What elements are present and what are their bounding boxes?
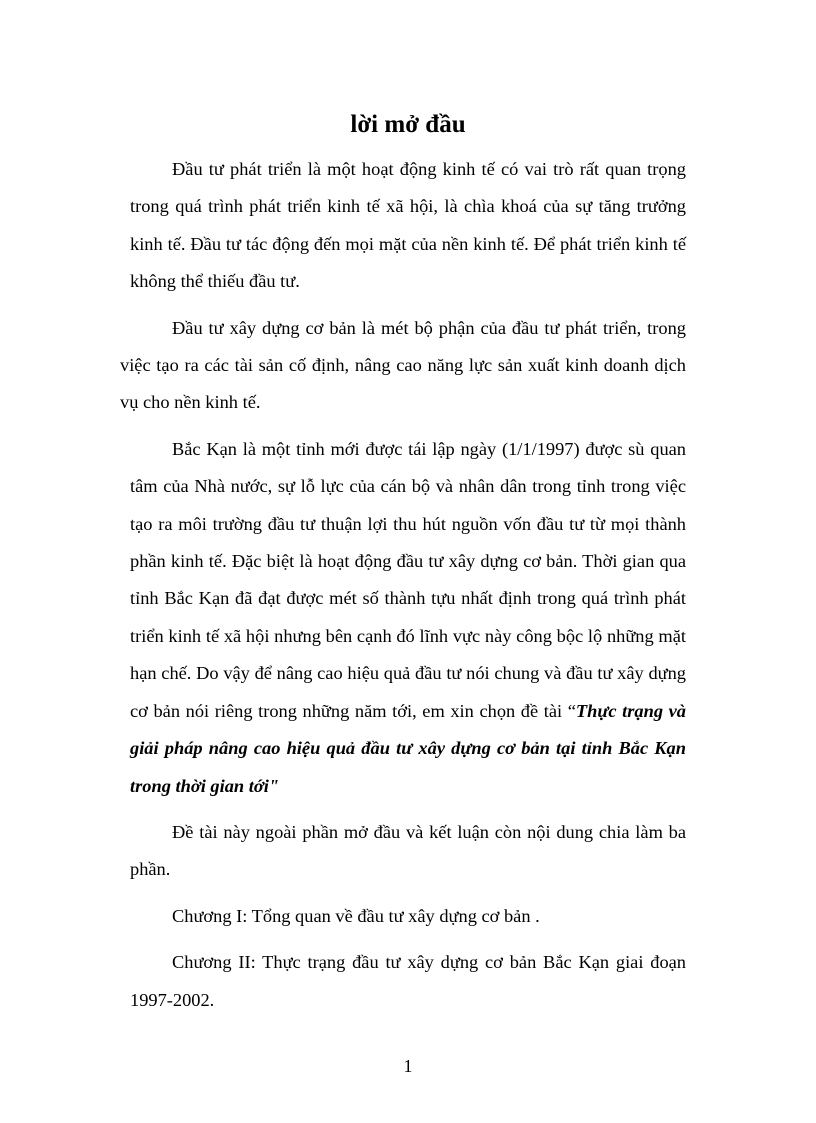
- paragraph-bac-kan-text: Bắc Kạn là một tỉnh mới được tái lập ngày (1/1/1997) được sù quan tâm của Nhà nước, sự lỗ lực của cán bộ và nhân dân trong tỉnh trong việc tạo ra môi trường đầu tư thuận lợi thu hút nguồn vốn đầu tư từ mọi thành phần kinh tế. Đặc biệt là hoạt động đầu tư xây dựng cơ bản. Thời gian qua tỉnh Bắc Kạn đã đạt được mét số thành tựu nhất định trong quá trình phát triển kinh tế xã hội nhưng bên cạnh đó lĩnh vực này công bộc lộ những mặt hạn chế. Do vậy để nâng cao hiệu quả đầu tư nói chung và đầu tư xây dựng cơ bản nói riêng trong những năm tới, em xin chọn đề tài “: [130, 438, 686, 721]
- paragraph-chapter-2: Chương II: Thực trạng đầu tư xây dựng cơ bản Bắc Kạn giai đoạn 1997-2002.: [130, 952, 686, 1010]
- paragraph-construction-investment: Đầu tư xây dựng cơ bản là mét bộ phận của đầu tư phát triển, trong việc tạo ra các tài sản cố định, nâng cao năng lực sản xuất kinh doanh dịch vụ cho nền kinh tế.: [120, 317, 686, 413]
- thesis-topic: Thực trạng và giải pháp nâng cao hiệu quả đầu tư xây dựng cơ bản tại tỉnh Bắc Kạn trong thời gian tới": [130, 700, 686, 796]
- paragraph-structure: Đề tài này ngoài phần mở đầu và kết luận còn nội dung chia làm ba phần.: [130, 821, 686, 880]
- body-text: [120, 151, 686, 1028]
- page-number: 1: [403, 1056, 413, 1076]
- paragraph-intro: Đầu tư phát triển là một hoạt động kinh tế có vai trò rất quan trọng trong quá trình phát triển kinh tế xã hội, là chìa khoá của sự tăng trưởng kinh tế. Đầu tư tác động đến mọi mặt của nền kinh tế. Để phát triển kinh tế không thể thiếu đầu tư.: [130, 159, 686, 292]
- paragraph-chapter-1: Chương I: Tổng quan về đầu tư xây dựng cơ bản .: [172, 905, 540, 926]
- paragraph-bac-kan: [120, 431, 686, 805]
- page-title: lời mở đầu: [350, 111, 466, 138]
